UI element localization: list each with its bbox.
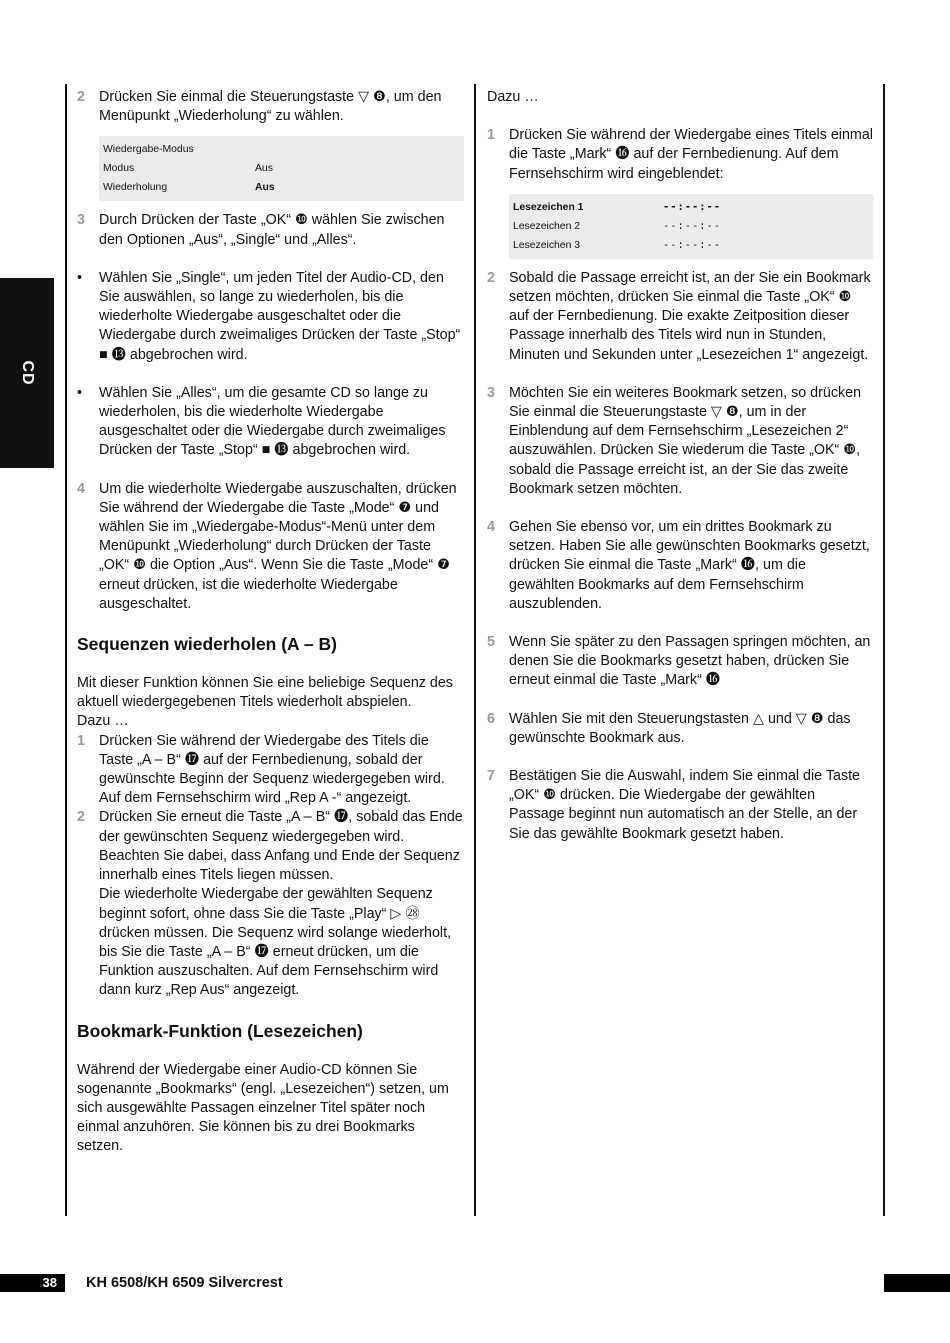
step-text: Um die wiederholte Wiedergabe auszuschalten, drücken Sie während der Wiedergabe die Taste „Mode“ ❼ und wählen Sie im „Wiedergabe-Modus“-Menü unter dem Menüpunkt „Wiederholung“ durch Drücken der Taste „OK“ ❿ die Option „Aus“. Wenn Sie die Taste „Mode“ ❼ erneut drücken, ist die wiederholte Wiedergabe ausgeschaltet. [99,480,457,612]
bm-step-4 [487,518,873,614]
section-heading-ab: Sequenzen wiederholen (A – B) [77,634,337,655]
section-tab-label: CD [19,360,36,386]
step-text: Drücken Sie einmal die Steuerungstaste ▽ ❽, um den Menüpunkt „Wiederholung“ zu wählen. [99,89,442,125]
osd-label: Lesezeichen 2 [513,220,581,232]
osd-label: Wiederholung [103,182,168,194]
section-tab-cd [0,278,54,468]
step-number: 2 [77,809,85,826]
osd-value: Aus [255,163,273,175]
step-number: 7 [487,768,495,785]
step-number: 6 [487,710,495,727]
step-text: Drücken Sie erneut die Taste „A – B“ ⓱, sobald das Ende der gewünschten Sequenz wiedergegeben wird. Beachten Sie dabei, dass Anfang und Ende der Sequenz innerhalb eines Titels liegen müssen. [99,809,463,884]
step-text: Wählen Sie mit den Steuerungstasten △ und ▽ ❽ das gewünschte Bookmark aus. [509,710,851,746]
ab-step-1 [77,732,464,809]
step-text: Gehen Sie ebenso vor, um ein drittes Bookmark zu setzen. Haben Sie alle gewünschten Bookmarks gesetzt, drücken Sie einmal die Taste „Mark“ ⓰, um die gewählten Bookmarks auf dem Fernsehschirm auszublenden. [509,519,870,612]
step-text: Möchten Sie ein weiteres Bookmark setzen, so drücken Sie einmal die Steuerungstaste ▽ ❽, um in der Einblendung auf dem Fernsehschirm „Lesezeichen 2“ auszuwählen. Drücken Sie wiederum die Taste „OK“ ❿, sobald die Passage erreicht ist, an der Sie das zweite Bookmark setzen möchten. [509,384,862,497]
paragraph: Dazu … [487,89,539,105]
bullet-text: Wählen Sie „Alles“, um die gesamte CD so lange zu wiederholen, bis die wiederholte Wiedergabe ausgeschaltet oder die Wiedergabe durch zweimaliges Drücken der Taste „Stop“ ■ ⓭ abgebrochen wird. [99,384,446,459]
bullet-item [77,384,464,461]
left-column [77,88,464,1157]
bm-step-3 [487,384,873,499]
right-column [487,88,873,844]
step-text: Drücken Sie während der Wiedergabe des Titels die Taste „A – B“ ⓱ auf der Fernbedienung, sobald der gewünschte Beginn der Sequenz wiedergegeben wird. Auf dem Fernsehschirm wird „Rep A -“ angezeigt. [99,732,445,807]
osd-screen-wiedergabe-modus [99,136,464,201]
step-text: Sobald die Passage erreicht ist, an der Sie ein Bookmark setzen möchten, drücken Sie einmal die Taste „OK“ ❿ auf der Fernbedienung. Die exakte Zeitposition dieser Passage innerhalb des Titels wird nun in Stunden, Minuten und Sekunden unter „Lesezeichen 1“ angezeigt. [509,269,871,363]
page-number-box [0,1274,65,1292]
paragraph: Mit dieser Funktion können Sie eine beliebige Sequenz des aktuell wiedergegebenen Titels wiederholt abspielen. [77,675,453,711]
section-heading-bookmark: Bookmark-Funktion (Lesezeichen) [77,1020,363,1041]
column-divider-right [883,84,885,1216]
bullet-mark: • [77,269,83,286]
column-divider-left [65,84,67,1216]
step-4 [77,480,464,614]
step-number: 3 [77,212,85,229]
footer-bar-right [884,1274,950,1292]
osd-label: Lesezeichen 3 [513,239,581,251]
osd-label: Lesezeichen 1 [513,201,584,213]
osd-value: Aus [255,182,275,194]
step-text: Drücken Sie während der Wiedergabe eines Titels einmal die Taste „Mark“ ⓰ auf der Fernbedienung. Auf dem Fernsehschirm wird eingeblendet: [509,127,873,182]
step-3 [77,211,464,249]
step-number: 4 [487,519,495,536]
bm-step-7 [487,767,873,844]
ab-step-2 [77,808,464,1000]
column-divider-center [474,84,476,1216]
osd-title: Wiedergabe-Modus [103,144,194,156]
bullet-item [77,269,464,365]
bullet-text: Wählen Sie „Single“, um jeden Titel der Audio-CD, den Sie auswählen, so lange zu wiederholen, bis die wiederholte Wiedergabe ausgeschaltet oder die Wiedergabe durch zweimaliges Drücken der Taste „Stop“ ■ ⓭ abgebrochen wird. [99,269,461,363]
step-2 [77,88,464,126]
step-text: Wenn Sie später zu den Passagen springen möchten, an denen Sie die Bookmarks gesetzt haben, drücken Sie erneut einmal die Taste „Mark“ ⓰ [509,634,871,689]
step-number: 4 [77,480,85,497]
step-text: Die wiederholte Wiedergabe der gewählten Sequenz beginnt sofort, ohne dass Sie die Taste „Play“ ▷ ㉘ drücken müssen. Die Sequenz wird solange wiederholt, bis Sie die Taste „A – B“ ⓱ erneut drücken, um die Funktion auszuschalten. Auf dem Fernsehschirm wird dann kurz „Rep Aus“ angezeigt. [99,886,452,999]
step-number: 2 [487,269,495,286]
step-number: 3 [487,384,495,401]
step-text: Bestätigen Sie die Auswahl, indem Sie einmal die Taste „OK“ ❿ drücken. Die Wiedergabe der gewählten Passage beginnt nun automatisch an der Stelle, an der Sie das gewählte Bookmark gesetzt haben. [509,768,861,842]
bullet-mark: • [77,384,83,401]
paragraph: Während der Wiedergabe einer Audio-CD können Sie sogenannte „Bookmarks“ (engl. „Lesezeichen“) setzen, um sich ausgewählte Passagen einzelner Titel später noch einmal anzuhören. Sie können bis zu drei Bookmarks setzen. [77,1061,449,1155]
osd-screen-lesezeichen [509,194,873,259]
osd-value: --:--:-- [663,238,722,251]
step-number: 1 [487,127,495,144]
bm-step-6 [487,710,873,748]
bm-step-2 [487,269,873,365]
osd-value: --:--:-- [663,219,722,232]
osd-value: --:--:-- [663,200,722,213]
paragraph: Dazu … [77,713,129,730]
step-number: 1 [77,732,85,749]
step-number: 5 [487,634,495,651]
step-number: 2 [77,89,85,105]
bm-step-1 [487,126,873,184]
osd-label: Modus [103,163,135,175]
step-text: Durch Drücken der Taste „OK“ ❿ wählen Sie zwischen den Optionen „Aus“, „Single“ und „Alles“. [99,212,445,248]
bm-step-5 [487,633,873,691]
footer-title: KH 6508/KH 6509 Silvercrest [86,1275,283,1291]
page-number: 38 [42,1275,57,1290]
